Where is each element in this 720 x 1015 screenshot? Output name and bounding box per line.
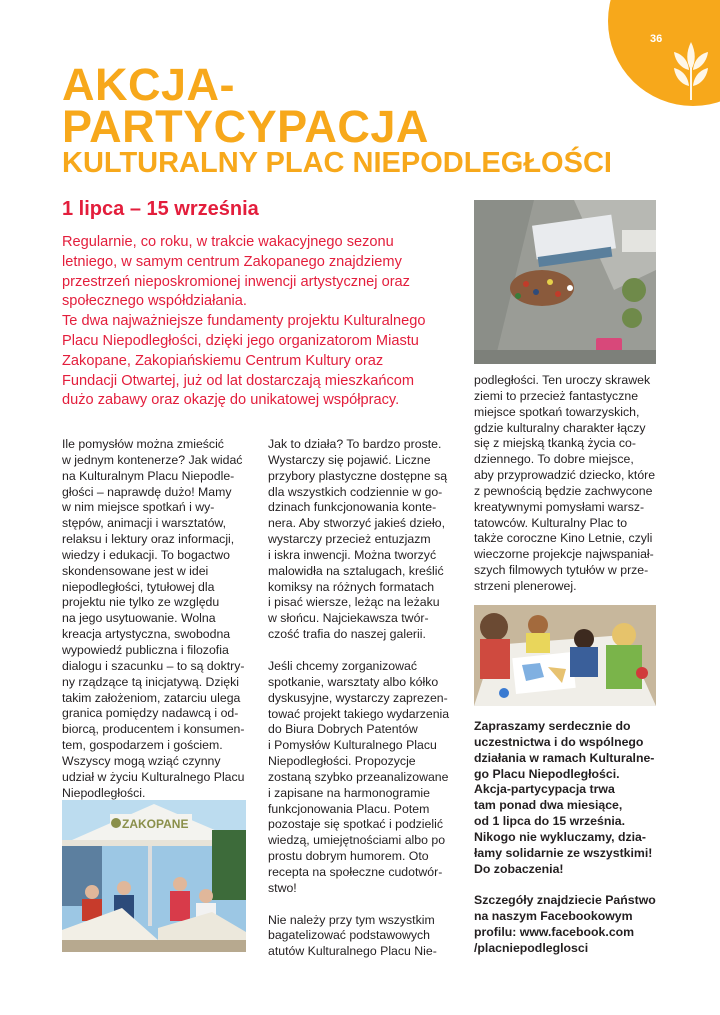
text-line: spotkanie, warsztaty albo kółko (268, 674, 439, 689)
text-line: takim założeniom, zatarciu ulega (62, 690, 241, 705)
text-line: gdzie kulturalny charakter łączy (474, 420, 646, 435)
article-paragraph (474, 373, 664, 595)
text-line: strzeni plenerowej. (474, 578, 577, 593)
text-line: dyskusyjne, wystarczy zaprezen- (268, 690, 448, 705)
text-line: recepta na społeczne cudotwór- (268, 864, 443, 879)
intro-line: Zakopane, Zakopiańskiemu Centrum Kultury oraz (62, 352, 384, 369)
intro-paragraph (62, 233, 462, 411)
text-line: bagatelizować podstawowych (268, 928, 431, 943)
page-title (62, 59, 429, 152)
text-line: stępów, animacji i warsztatów, (62, 516, 227, 531)
text-line: na naszym Facebookowym (474, 909, 633, 924)
text-line: także coroczne Kino Letnie, czyli (474, 531, 653, 546)
text-line: komiksy na różnych formatach (268, 579, 435, 594)
page-subtitle: KULTURALNY PLAC NIEPODLEGŁOŚCI (62, 147, 612, 179)
text-line: ziemi to przecież fantastyczne (474, 388, 639, 403)
intro-line: Te dwa najważniejsze fundamenty projektu Kulturalnego (62, 313, 426, 330)
text-line: dzinach funkcjonowania konte- (268, 500, 437, 515)
text-line: Niepodległości. (62, 785, 146, 800)
text-line: szych filmowych tytułów w prze- (474, 563, 649, 578)
intro-line: Fundacji Otwartej, już od lat dostarczają mieszkańcom (62, 372, 415, 389)
text-line: prostu dobrym humorem. Oto (268, 849, 429, 864)
text-line: kreatywnymi pomysłami warsz- (474, 499, 645, 514)
text-line: podległości. Ten uroczy skrawek (474, 373, 651, 387)
text-line: łamy solidarnie ze wszystkimi! (474, 845, 653, 860)
details-paragraph (474, 893, 664, 956)
intro-line: społecznego współdziałania. (62, 293, 247, 310)
page-number: 36 (650, 33, 663, 45)
text-line: działania w ramach Kulturalne- (474, 750, 655, 765)
text-line: dziennego. To dobre miejsce, (474, 452, 634, 467)
text-line: atutów Kulturalnego Placu Nie- (268, 944, 437, 959)
text-line: się z miejską tkanką życia co- (474, 436, 636, 451)
article-paragraph (62, 437, 247, 801)
text-line: granica pomiędzy nadawcą i od- (62, 706, 239, 721)
event-dates: 1 lipca – 15 września (62, 198, 259, 220)
text-line: wystarczy przecież entuzjazm (268, 532, 431, 547)
text-line: aby przyprowadzić dziecko, które (474, 468, 656, 483)
text-line: uczestnictwa i do wspólnego (474, 734, 644, 749)
text-line: i pisać wiersze, leżąc na leżaku (268, 595, 440, 610)
text-line: dla wszystkich codziennie w go- (268, 484, 443, 499)
text-line: biorcą, producentem i konsumen- (62, 722, 245, 737)
text-line: tem, gospodarzem i gościem. (62, 738, 223, 753)
text-line: Jeśli chcemy zorganizować (268, 658, 417, 673)
text-line: w słońcu. Najciekawsza twór- (268, 611, 429, 626)
tent-brand-label: ZAKOPANE (122, 817, 189, 831)
text-line: w jednym kontenerze? Jak widać (62, 452, 243, 467)
article-column-1 (62, 437, 247, 817)
text-line: na Kulturalnym Placu Niepodle- (62, 468, 235, 483)
text-line: udział w życiu Kulturalnego Placu (62, 769, 245, 784)
article-column-3 (474, 373, 664, 611)
text-line: przybory plastyczne dostępne są (268, 468, 448, 483)
text-line: i zapisane na harmonogramie (268, 785, 431, 800)
intro-line: dużo zabawy oraz okazję do unikatowej współpracy. (62, 392, 400, 409)
text-line: niepodległości, tytułowej dla (62, 579, 215, 594)
facebook-link[interactable]: /placniepodleglosci (474, 940, 589, 955)
text-line: wiedzą, umiejętnościami albo po (268, 833, 446, 848)
text-line: nera. Aby stworzyć jakieś dzieło, (268, 516, 446, 531)
zakopane-tent-photo (62, 800, 246, 952)
text-line: i iskra inwencji. Można tworzyć (268, 547, 437, 562)
intro-line: przestrzeń nieposkromionej inwencji artystycznej oraz (62, 273, 410, 290)
text-line: wieczorne projekcje najwspaniał- (474, 547, 654, 562)
text-line: tam ponad dwa miesiące, (474, 798, 623, 813)
text-line: głości – naprawdę dużo! Mamy (62, 484, 232, 499)
text-line: i Pomysłów Kulturalnego Placu (268, 738, 437, 753)
text-line: funkcjonowania Placu. Potem (268, 801, 430, 816)
text-line: projektu nie tylko ze względu (62, 595, 220, 610)
text-line: Szczegóły znajdziecie Państwo (474, 893, 656, 908)
text-line: Akcja-partycypacja trwa (474, 782, 615, 797)
text-line: wypowiedź publiczna i filozofia (62, 642, 229, 657)
article-column-2 (268, 437, 458, 976)
invitation-box (474, 719, 664, 973)
text-line: Do zobaczenia! (474, 861, 564, 876)
text-line: tować projekt takiego wydarzenia (268, 706, 450, 721)
intro-line: letniego, w samym centrum Zakopanego znajdziemy (62, 253, 402, 270)
kids-painting-photo (474, 605, 656, 706)
text-line: Jak to działa? To bardzo proste. (268, 437, 442, 451)
intro-line: Placu Niepodległości, dzięki jego organizatorom Miastu (62, 332, 419, 349)
article-paragraph (268, 913, 458, 961)
text-line: ny rządzące tą inicjatywą. Dzięki (62, 674, 240, 689)
text-line: Nie należy przy tym wszystkim (268, 912, 435, 927)
text-line: od 1 lipca do 15 września. (474, 814, 626, 829)
text-line: tatowców. Kulturalny Plac to (474, 515, 628, 530)
text-line: kreacja artystyczna, swobodna (62, 627, 231, 642)
text-line: czość trafia do naszej galerii. (268, 627, 426, 642)
text-line: Ile pomysłów można zmieścić (62, 437, 224, 451)
wheat-leaf-icon (674, 40, 708, 104)
text-line: z pewnością będzie zachwycone (474, 483, 653, 498)
plaza-aerial-photo (474, 200, 656, 364)
text-line: relaksu i lektury oraz informacji, (62, 532, 235, 547)
text-line: Nikogo nie wykluczamy, dzia- (474, 829, 646, 844)
text-line: dialogu i szacunku – to są doktry- (62, 658, 245, 673)
text-line: Wszyscy mogą wziąć czynny (62, 753, 221, 768)
invitation-paragraph (474, 719, 664, 877)
text-line: stwo! (268, 880, 297, 895)
title-line-1: AKCJA- (62, 59, 236, 110)
text-line: skondensowane jest w idei (62, 563, 209, 578)
text-line: pozostaje się spotkać i podzielić (268, 817, 443, 832)
text-line: wiedzy i edukacji. To bogactwo (62, 547, 230, 562)
text-line: go Placu Niepodległości. (474, 766, 620, 781)
text-line: w nim miejsce spotkań i wy- (62, 500, 215, 515)
text-line: Zapraszamy serdecznie do (474, 719, 631, 733)
text-line: profilu: www.facebook.com (474, 925, 635, 940)
article-paragraph (268, 659, 458, 897)
text-line: na jego usytuowanie. Wolna (62, 611, 216, 626)
title-line-2: PARTYCYPACJA (62, 101, 429, 152)
text-line: malowidła na sztalugach, kreślić (268, 563, 444, 578)
text-line: Niepodległości. Propozycje (268, 754, 416, 769)
text-line: do Biura Dobrych Patentów (268, 722, 418, 737)
text-line: Wystarczy się pojawić. Liczne (268, 452, 431, 467)
text-line: miejsce spotkań towarzyskich, (474, 404, 640, 419)
intro-line: Regularnie, co roku, w trakcie wakacyjnego sezonu (62, 234, 394, 250)
text-line: zostaną szybko przeanalizowane (268, 769, 449, 784)
article-paragraph (268, 437, 458, 643)
